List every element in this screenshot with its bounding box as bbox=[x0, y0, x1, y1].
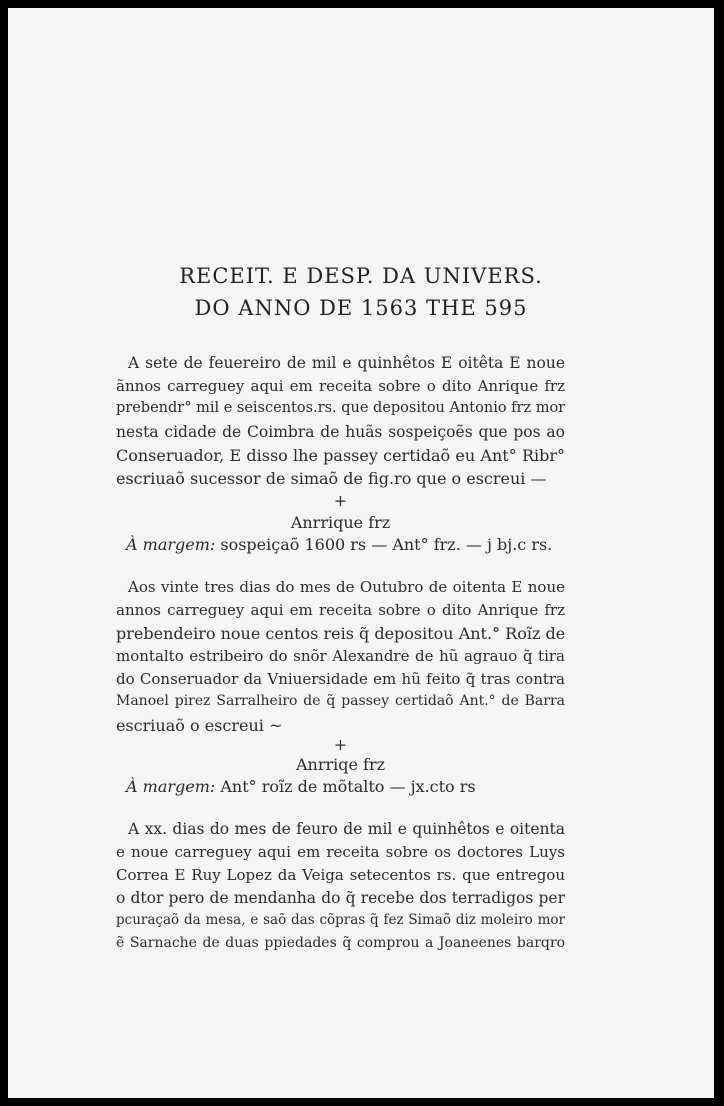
entry2-line-6: Manoel pirez Sarralheiro de q̃ passey certidaõ Ant.° de Barra bbox=[116, 693, 565, 709]
entry1-signature: Anrrique frz bbox=[290, 513, 391, 532]
entry1-cross: + bbox=[333, 491, 348, 510]
entry2-cross: + bbox=[333, 735, 348, 754]
entry2-margin-text: Ant° roĩz de mõtalto — jx.cto rs bbox=[220, 777, 476, 796]
entry3-line-3: Correa E Ruy Lopez da Veiga setecentos rs. que entregou bbox=[116, 866, 565, 884]
entry3-line-4: o dtor pero de mendanha do q̃ recebe dos terradigos per bbox=[116, 889, 565, 907]
entry1-margin-note bbox=[116, 535, 565, 554]
entry2-line-1: Aos vinte tres dias do mes de Outubro de oitenta E noue bbox=[128, 578, 565, 596]
entry2-line-4: montalto estribeiro do snõr Alexandre de hũ agrauo q̃ tira bbox=[116, 647, 565, 665]
entry2-line-3: prebendeiro noue centos reis q̃ depositou Ant.° Roĩz de bbox=[116, 624, 566, 643]
entry1-margin-label: À margem: bbox=[126, 535, 216, 554]
entry2-margin-note bbox=[116, 777, 565, 796]
page-title-line-2: DO ANNO DE 1563 THE 595 bbox=[194, 296, 528, 320]
entry1-line-2: ãnnos carreguey aqui em receita sobre o dito Anrique frz bbox=[116, 377, 565, 395]
document-page bbox=[8, 8, 714, 1098]
entry1-line-6: escriuaõ sucessor de simaõ de fig.ro que o escreui — bbox=[116, 469, 547, 488]
entry3-line-5: pcuraçaõ da mesa, e saõ das cõpras q̃ fez Simaõ diz moleiro mor bbox=[116, 912, 565, 928]
entry3-line-1: A xx. dias do mes de feuro de mil e quinhêtos e oitenta bbox=[128, 820, 565, 838]
entry1-line-5: Conseruador, E disso lhe passey certidaõ eu Ant° Ribr° bbox=[116, 446, 565, 465]
entry1-line-3: prebendr° mil e seiscentos.rs. que depositou Antonio frz mor bbox=[116, 400, 566, 416]
entry2-signature: Anrriqe frz bbox=[295, 755, 386, 774]
entry2-line-5: do Conseruador da Vniuersidade em hũ feito q̃ tras contra bbox=[116, 670, 565, 688]
entry3-line-2: e noue carreguey aqui em receita sobre os doctores Luys bbox=[116, 843, 565, 861]
entry1-line-4: nesta cidade de Coimbra de huãs sospeiçoẽs que pos ao bbox=[116, 423, 565, 441]
entry2-line-2: annos carreguey aqui em receita sobre o dito Anrique frz bbox=[116, 601, 565, 619]
entry2-line-7: escriuaõ o escreui ~ bbox=[116, 716, 283, 735]
entry2-margin-label: À margem: bbox=[126, 777, 216, 796]
entry3-line-6: ẽ Sarnache de duas ppiedades q̃ comprou a Joaneenes barqro bbox=[116, 935, 565, 951]
page-title-line-1: RECEIT. E DESP. DA UNIVERS. bbox=[179, 264, 543, 288]
entry1-line-1: A sete de feuereiro de mil e quinhêtos E oitêta E noue bbox=[128, 354, 565, 372]
entry1-margin-text: sospeiçaõ 1600 rs — Ant° frz. — j bj.c rs. bbox=[220, 535, 553, 554]
